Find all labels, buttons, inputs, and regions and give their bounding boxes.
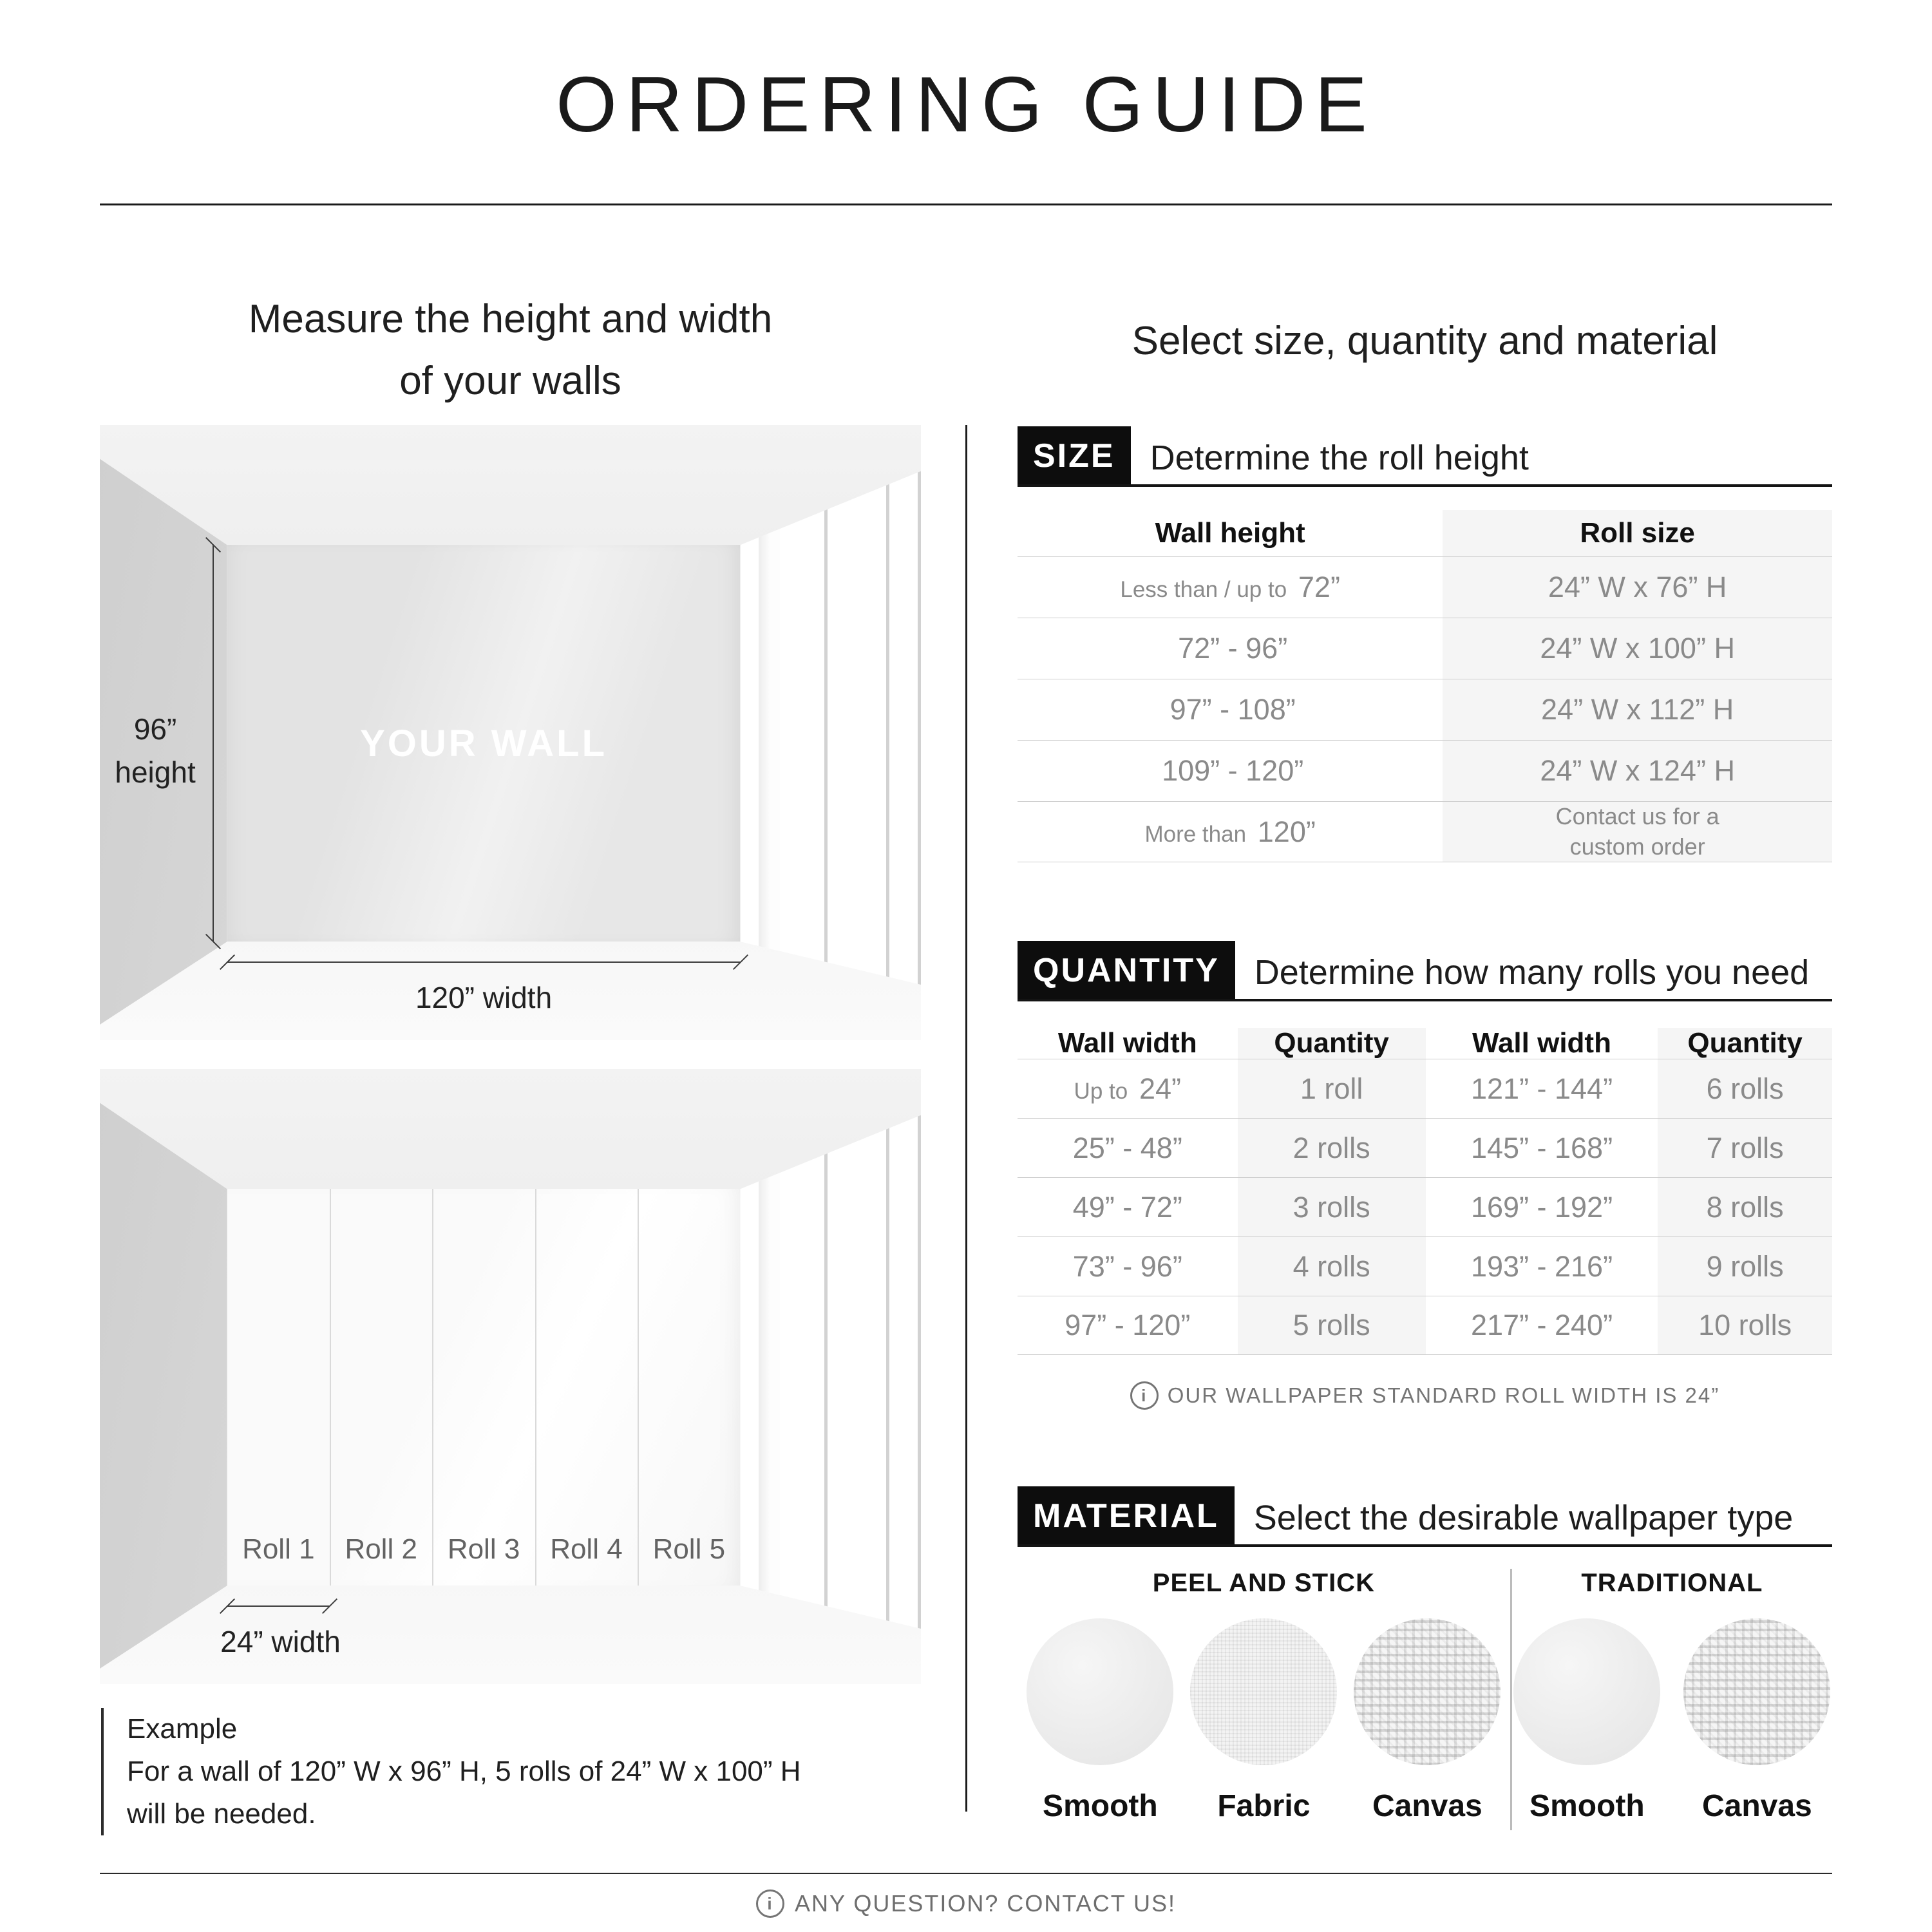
height-dimension-line bbox=[213, 545, 214, 942]
window-mullion bbox=[886, 425, 889, 1040]
cell-value: 6 rolls bbox=[1706, 1072, 1784, 1105]
quantity-section-title: Determine how many rolls you need bbox=[1254, 953, 1810, 992]
qty-cell-wall-width bbox=[1426, 1296, 1658, 1355]
qty-cell-wall-width bbox=[1018, 1059, 1238, 1118]
roll-labels bbox=[227, 1533, 741, 1566]
roll-label: Roll 4 bbox=[550, 1533, 623, 1566]
roll-label: Roll 2 bbox=[345, 1533, 417, 1566]
example-title: Example bbox=[127, 1713, 238, 1745]
height-word: height bbox=[115, 755, 196, 789]
cell-value: 24” bbox=[1139, 1072, 1181, 1105]
cell-value: 10 rolls bbox=[1698, 1309, 1792, 1341]
column-divider bbox=[965, 425, 967, 1812]
example-block bbox=[101, 1708, 938, 1835]
qty-cell-wall-width bbox=[1426, 1177, 1658, 1236]
swatch-smooth bbox=[1513, 1618, 1660, 1824]
qty-cell-wall-width bbox=[1426, 1118, 1658, 1177]
size-row-wall-height bbox=[1018, 556, 1443, 618]
window-mullion bbox=[886, 1069, 889, 1684]
qty-header: Quantity bbox=[1658, 1028, 1832, 1059]
size-section-header bbox=[1018, 426, 1832, 487]
group-name: PEEL AND STICK bbox=[1152, 1569, 1375, 1597]
swatch-canvas bbox=[1354, 1618, 1501, 1824]
roll-label: Roll 5 bbox=[652, 1533, 726, 1566]
qty-cell-quantity bbox=[1658, 1236, 1832, 1296]
canvas-texture-circle bbox=[1683, 1618, 1830, 1765]
cell-value: 145” - 168” bbox=[1470, 1131, 1613, 1164]
swatch-label: Smooth bbox=[1043, 1789, 1158, 1823]
cell-value: 193” - 216” bbox=[1470, 1249, 1613, 1283]
panel-divider bbox=[638, 1189, 639, 1586]
left-heading-line2: of your walls bbox=[399, 359, 621, 404]
roll-label: Roll 3 bbox=[447, 1533, 520, 1566]
qty-header: Quantity bbox=[1238, 1028, 1426, 1059]
smooth-texture-circle bbox=[1027, 1618, 1173, 1765]
panel-divider bbox=[432, 1189, 433, 1586]
roll-width-dimension-label: 24” width bbox=[220, 1624, 341, 1658]
qty-cell-quantity bbox=[1658, 1177, 1832, 1236]
cell-value: 24” W x 100” H bbox=[1540, 632, 1735, 665]
roll-width-dimension-line bbox=[227, 1605, 330, 1607]
cell-value: 9 rolls bbox=[1706, 1249, 1784, 1283]
window-mullion bbox=[918, 425, 921, 1040]
cell-value: 49” - 72” bbox=[1072, 1190, 1182, 1224]
size-badge: SIZE bbox=[1018, 426, 1131, 484]
window-mullion bbox=[918, 1069, 921, 1684]
room-measure-illustration bbox=[100, 425, 921, 1040]
width-dimension-line bbox=[227, 961, 741, 963]
size-col1-header: Wall height bbox=[1155, 517, 1305, 549]
fabric-texture-circle bbox=[1190, 1618, 1337, 1765]
title-divider bbox=[100, 204, 1832, 205]
note-text: OUR WALLPAPER STANDARD ROLL WIDTH IS 24” bbox=[1167, 1383, 1720, 1407]
quantity-section-header bbox=[1018, 941, 1832, 1001]
cell-value: 7 rolls bbox=[1706, 1131, 1784, 1164]
cell-value: 4 rolls bbox=[1293, 1249, 1370, 1283]
swatch-row bbox=[1018, 1618, 1510, 1824]
swatch-label: Smooth bbox=[1530, 1789, 1645, 1823]
cell-value: 3 rolls bbox=[1293, 1190, 1370, 1224]
qty-header: Wall width bbox=[1472, 1027, 1611, 1059]
cell-value: 109” - 120” bbox=[1162, 754, 1304, 787]
qty-cell-wall-width bbox=[1426, 1059, 1658, 1118]
group-name: TRADITIONAL bbox=[1581, 1569, 1763, 1597]
swatch-smooth bbox=[1027, 1618, 1173, 1824]
cell-value: 5 rolls bbox=[1293, 1309, 1370, 1341]
swatch-label: Fabric bbox=[1217, 1789, 1311, 1823]
cell-value: 2 rolls bbox=[1293, 1131, 1370, 1164]
window-mullion bbox=[824, 425, 828, 1040]
cell-value: 97” - 120” bbox=[1065, 1309, 1191, 1341]
quantity-table bbox=[1018, 1028, 1832, 1355]
page-title: ORDERING GUIDE bbox=[556, 61, 1376, 148]
cell-value: 169” - 192” bbox=[1470, 1190, 1613, 1224]
cell-value: 24” W x 112” H bbox=[1541, 693, 1734, 726]
canvas-texture-circle bbox=[1354, 1618, 1501, 1765]
width-dimension-label: 120” width bbox=[415, 980, 553, 1014]
material-section-title: Select the desirable wallpaper type bbox=[1253, 1499, 1794, 1537]
qty-cell-quantity bbox=[1658, 1059, 1832, 1118]
cell-value: 1 roll bbox=[1300, 1072, 1363, 1105]
qty-cell-quantity bbox=[1658, 1118, 1832, 1177]
footer-text: ANY QUESTION? CONTACT US! bbox=[794, 1890, 1177, 1917]
swatch-row bbox=[1512, 1618, 1832, 1824]
panel-divider bbox=[330, 1189, 331, 1586]
qty-cell-quantity bbox=[1658, 1296, 1832, 1355]
size-row-wall-height bbox=[1018, 679, 1443, 740]
size-section-title: Determine the roll height bbox=[1150, 439, 1529, 477]
qty-cell-wall-width bbox=[1018, 1118, 1238, 1177]
cell-prefix: Up to bbox=[1074, 1078, 1134, 1104]
left-heading-line1: Measure the height and width bbox=[248, 297, 773, 341]
quantity-badge: QUANTITY bbox=[1018, 941, 1235, 999]
cell-value: 97” - 108” bbox=[1170, 693, 1296, 726]
size-row-roll-size bbox=[1443, 679, 1832, 740]
cell-value: 73” - 96” bbox=[1072, 1249, 1182, 1283]
size-row-wall-height bbox=[1018, 740, 1443, 801]
cell-value: 24” W x 76” H bbox=[1548, 571, 1727, 603]
example-line2: will be needed. bbox=[127, 1798, 316, 1830]
footer-contact bbox=[0, 1889, 1932, 1918]
size-row-roll-size bbox=[1443, 618, 1832, 679]
material-groups bbox=[1018, 1569, 1832, 1830]
qty-cell-wall-width bbox=[1018, 1296, 1238, 1355]
cell-value: 25” - 48” bbox=[1072, 1131, 1182, 1164]
cell-value: 72” - 96” bbox=[1178, 632, 1288, 665]
footer-divider bbox=[100, 1873, 1832, 1874]
your-wall-label: YOUR WALL bbox=[360, 722, 608, 764]
size-col2-header: Roll size bbox=[1443, 510, 1832, 556]
size-row-roll-size bbox=[1443, 801, 1832, 862]
cell-value: 120” bbox=[1257, 815, 1316, 848]
qty-cell-quantity bbox=[1238, 1118, 1426, 1177]
room-rolls-illustration bbox=[100, 1069, 921, 1684]
right-column-heading: Select size, quantity and material bbox=[1132, 319, 1718, 363]
left-column-heading bbox=[100, 289, 921, 412]
roll-label: Roll 1 bbox=[242, 1533, 315, 1566]
size-table bbox=[1018, 510, 1832, 862]
size-row-wall-height bbox=[1018, 801, 1443, 862]
swatch-fabric bbox=[1190, 1618, 1337, 1824]
qty-cell-wall-width bbox=[1426, 1236, 1658, 1296]
qty-cell-quantity bbox=[1238, 1059, 1426, 1118]
cell-prefix: Less than / up to bbox=[1120, 577, 1293, 602]
window-mullion bbox=[824, 1069, 828, 1684]
cell-value: 217” - 240” bbox=[1470, 1309, 1613, 1341]
qty-header: Wall width bbox=[1057, 1027, 1197, 1059]
wallpaper-panels bbox=[227, 1189, 741, 1586]
info-icon: i bbox=[1130, 1381, 1159, 1410]
cell-value: 121” - 144” bbox=[1470, 1072, 1613, 1105]
qty-cell-wall-width bbox=[1018, 1177, 1238, 1236]
qty-cell-wall-width bbox=[1018, 1236, 1238, 1296]
swatch-label: Canvas bbox=[1701, 1789, 1812, 1823]
info-icon: i bbox=[756, 1889, 784, 1918]
example-line1: For a wall of 120” W x 96” H, 5 rolls of 24” W x 100” H bbox=[127, 1756, 801, 1787]
cell-value: Contact us for a custom order bbox=[1555, 802, 1719, 860]
cell-value: 8 rolls bbox=[1706, 1190, 1784, 1224]
panel-divider bbox=[535, 1189, 536, 1586]
cell-value: 24” W x 124” H bbox=[1540, 754, 1735, 787]
smooth-texture-circle bbox=[1513, 1618, 1660, 1765]
swatch-canvas bbox=[1683, 1618, 1830, 1824]
cell-prefix: More than bbox=[1144, 821, 1253, 847]
qty-cell-quantity bbox=[1238, 1177, 1426, 1236]
cell-value: 72” bbox=[1298, 571, 1340, 603]
roll-width-note bbox=[1018, 1381, 1832, 1410]
height-value: 96” bbox=[133, 712, 177, 746]
size-row-roll-size bbox=[1443, 556, 1832, 618]
swatch-label: Canvas bbox=[1372, 1789, 1482, 1823]
height-dimension-label bbox=[100, 708, 211, 793]
qty-cell-quantity bbox=[1238, 1296, 1426, 1355]
qty-cell-quantity bbox=[1238, 1236, 1426, 1296]
material-group-peel-and-stick bbox=[1018, 1569, 1510, 1830]
material-section-header bbox=[1018, 1486, 1832, 1547]
size-row-wall-height bbox=[1018, 618, 1443, 679]
material-badge: MATERIAL bbox=[1018, 1486, 1235, 1544]
material-group-traditional bbox=[1510, 1569, 1832, 1830]
size-row-roll-size bbox=[1443, 740, 1832, 801]
